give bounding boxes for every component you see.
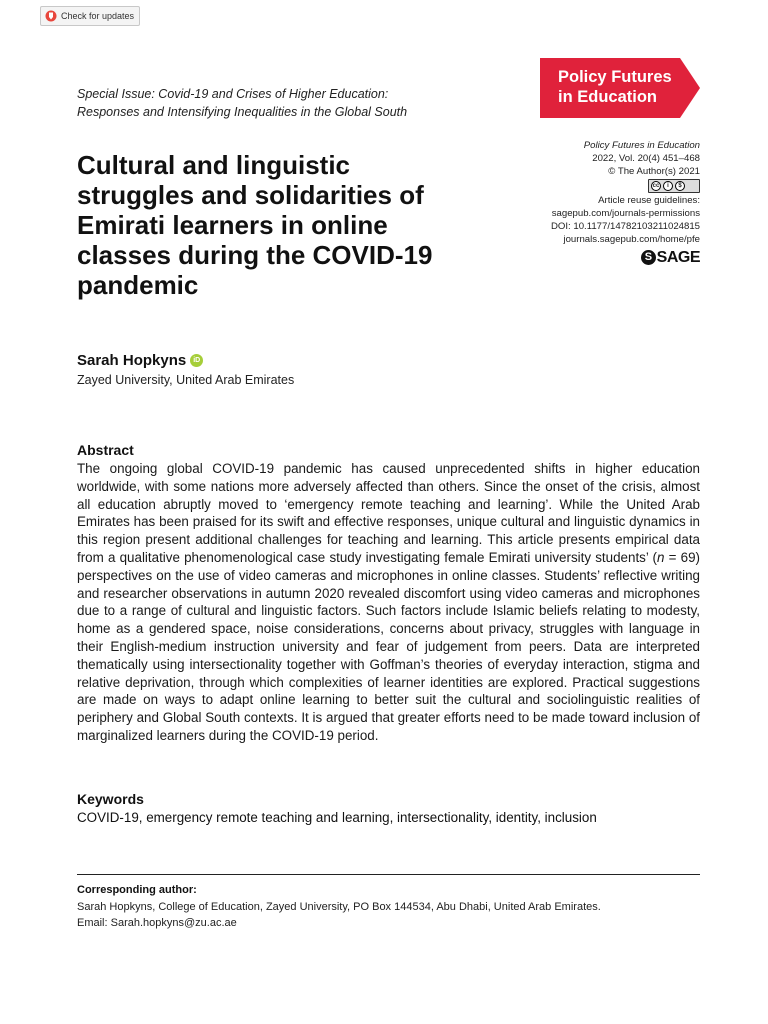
special-issue-line-1: Special Issue: Covid-19 and Crises of Higher Education: bbox=[77, 87, 389, 101]
sage-logo bbox=[470, 250, 700, 265]
journal-logo-line-1: Policy Futures bbox=[558, 68, 672, 86]
author-affiliation: Zayed University, United Arab Emirates bbox=[77, 373, 295, 387]
publisher-name: SAGE bbox=[656, 249, 700, 266]
keywords-text: COVID-19, emergency remote teaching and learning, intersectionality, identity, inclusion bbox=[77, 810, 597, 825]
check-for-updates-button[interactable] bbox=[40, 6, 140, 26]
corresponding-email[interactable]: Email: Sarah.hopkyns@zu.ac.ae bbox=[77, 917, 237, 929]
author-name: Sarah Hopkyns bbox=[77, 352, 187, 369]
journal-name: Policy Futures in Education bbox=[583, 140, 700, 151]
special-issue-line-2: Responses and Intensifying Inequalities in the Global South bbox=[77, 105, 408, 119]
keywords-heading: Keywords bbox=[77, 791, 144, 807]
article-title: Cultural and linguistic struggles and solidarities of Emirati learners in online classes during the COVID-19 pandemic bbox=[77, 150, 433, 300]
author bbox=[77, 352, 203, 369]
publication-meta bbox=[470, 139, 700, 265]
journal-homepage-link[interactable]: journals.sagepub.com/home/pfe bbox=[563, 234, 700, 245]
creative-commons-icon: cc i $ bbox=[648, 179, 700, 193]
abstract-heading: Abstract bbox=[77, 442, 134, 458]
volume-info: 2022, Vol. 20(4) 451–468 bbox=[592, 153, 700, 164]
check-for-updates-label: Check for updates bbox=[61, 11, 135, 21]
abstract-text: The ongoing global COVID-19 pandemic has caused unprecedented shifts in higher education worldwide, with some nations more adversely affected than others. Since the onset of the crisis, almost all education abruptly moved to ‘emergency remote teaching and learning’. While the United Arab Emirates has been praised for its swift and effective responses, unique cultural and linguistic dynamics in this region present additional challenges for teaching and learning. This article presents empirical data from a qualitative phenomenological case study investigating female Emirati university students’ (n = 69) perspectives on the use of video cameras and microphones in online classes. Students’ reflective writing and researcher observations in autumn 2020 revealed discomfort using video cameras and microphones due to a range of cultural and linguistic factors. Such factors include Islamic beliefs relating to modesty, home as a gendered space, noise considerations, concerns about privacy, struggles with language in their English-medium instruction university and fear of judgement from peers. Data are interpreted thematically using intersectionality together with Goffman’s theories of everyday interaction, stigma and relative deprivation, through which complexities of learner identities are explored. Practical suggestions are made on ways to adapt online learning to better suit the cultural and sociolinguistic realities of periphery and Global South contexts. It is argued that greater efforts need to be made toward inclusion of marginalized learners during the COVID-19 period. bbox=[77, 461, 701, 743]
special-issue bbox=[77, 85, 497, 121]
corresponding-author-heading: Corresponding author: bbox=[77, 884, 197, 896]
copyright: © The Author(s) 2021 bbox=[608, 166, 700, 177]
doi[interactable]: DOI: 10.1177/14782103211024815 bbox=[550, 221, 700, 232]
reuse-guidelines: Article reuse guidelines: bbox=[598, 195, 700, 206]
journal-logo-line-2: in Education bbox=[558, 88, 657, 106]
crossmark-icon bbox=[45, 10, 57, 22]
permissions-link[interactable]: sagepub.com/journals-permissions bbox=[551, 208, 700, 219]
corresponding-author-details bbox=[77, 899, 601, 931]
sage-logo-icon: S bbox=[641, 250, 656, 265]
journal-logo bbox=[540, 58, 700, 118]
footnote-divider bbox=[77, 874, 700, 875]
orcid-icon[interactable]: iD bbox=[190, 354, 203, 367]
corresponding-address: Sarah Hopkyns, College of Education, Zayed University, PO Box 144534, Abu Dhabi, United Arab Emirates. bbox=[77, 901, 601, 913]
